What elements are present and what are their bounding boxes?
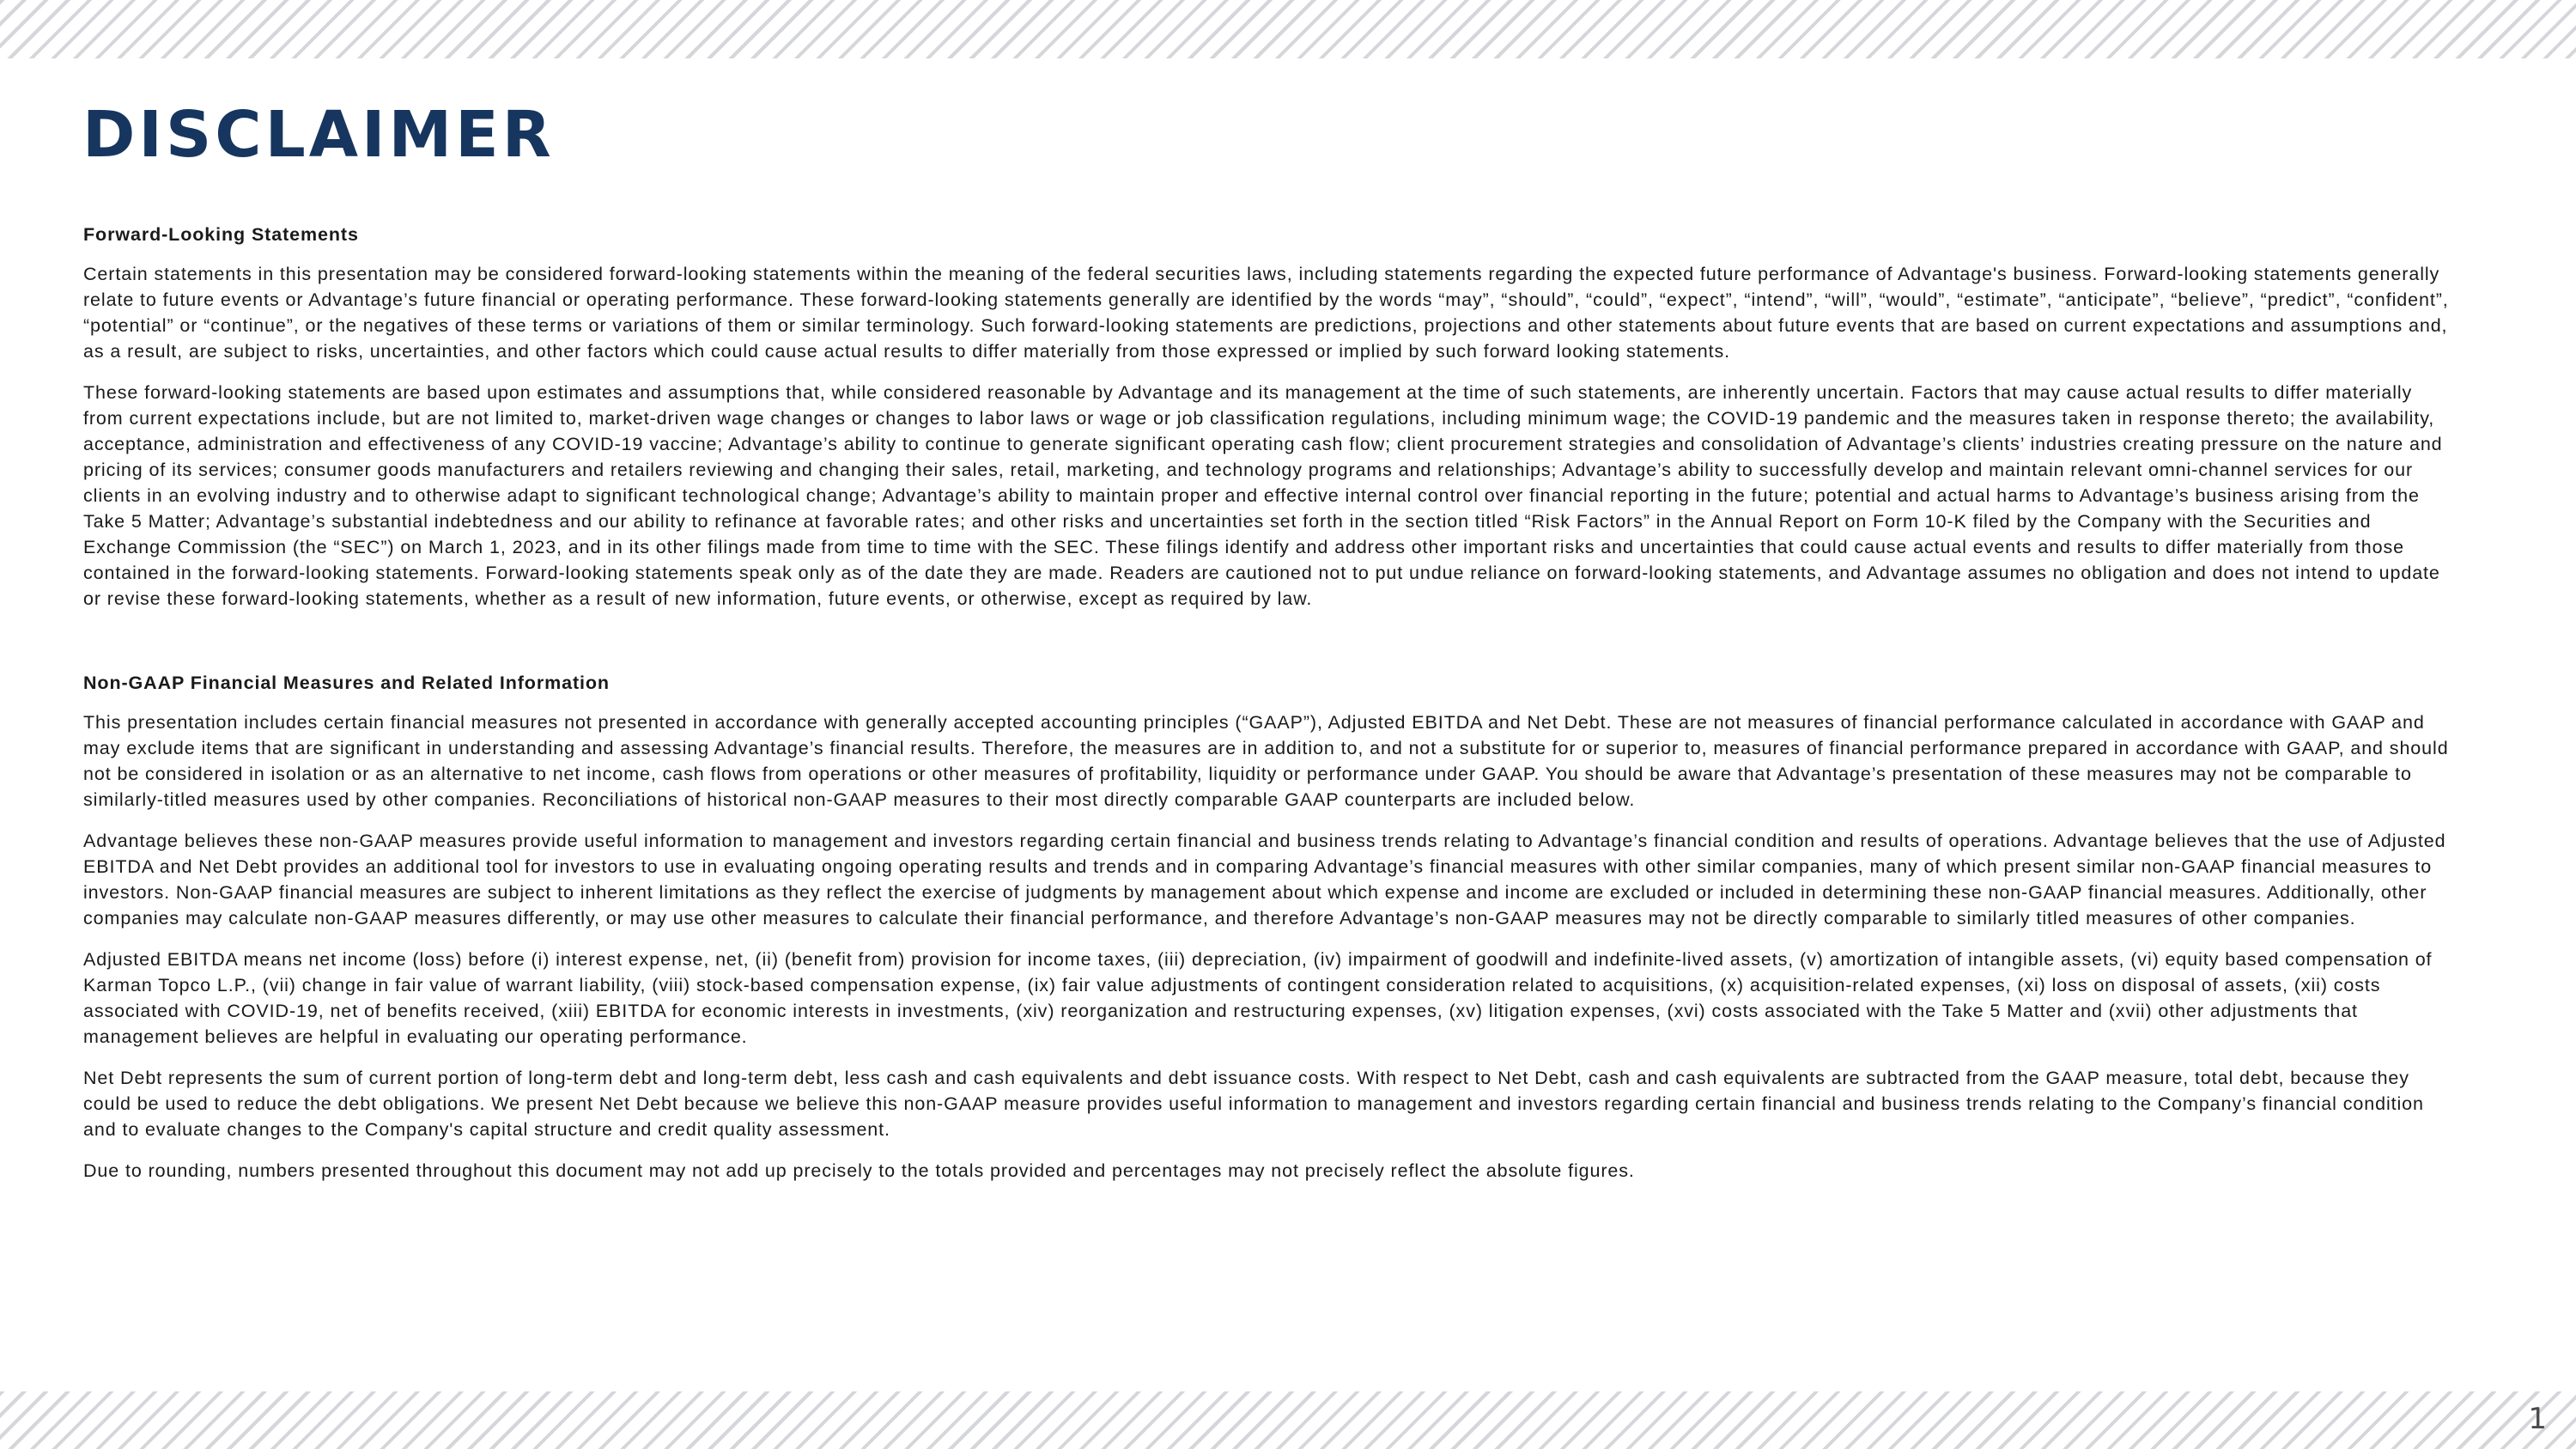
section-spacer [83,627,2453,670]
page-title: DISCLAIMER [82,98,555,172]
paragraph: Advantage believes these non-GAAP measures provide useful information to management and investors regarding certain financial and business trends relating to Advantage’s financial condition and results of operations. Advantage believes that the use of Adjusted EBITDA and Net Debt provides an additional tool for investors to use in evaluating ongoing operating results and trends and in comparing Advantage’s financial measures with other similar companies, many of which present similar non-GAAP financial measures to investors. Non-GAAP financial measures are subject to inherent limitations as they reflect the exercise of judgments by management about which expense and income are excluded or included in determining these non-GAAP financial measures. Additionally, other companies may calculate non-GAAP measures differently, or may use other measures to calculate their financial performance, and therefore Advantage’s non-GAAP measures may not be directly comparable to similarly titled measures of other companies. [83,831,2446,928]
paragraph: Adjusted EBITDA means net income (loss) before (i) interest expense, net, (ii) (benefit from) provision for income taxes, (iii) depreciation, (iv) impairment of goodwill and indefinite-lived assets, (v) amortization of intangible assets, (vi) equity based compensation of Karman Topco L.P., (vii) change in fair value of warrant liability, (viii) stock-based compensation expense, (ix) fair value adjustments of contingent consideration related to acquisitions, (x) acquisition-related expenses, (xi) loss on disposal of assets, (xii) costs associated with COVID-19, net of benefits received, (xiii) EBITDA for economic interests in investments, (xiv) reorganization and restructuring expenses, (xv) litigation expenses, (xvi) costs associated with the Take 5 Matter and (xvii) other adjustments that management believes are helpful in evaluating our operating performance. [83,949,2433,1047]
disclaimer-body [83,222,2453,1199]
paragraph: This presentation includes certain financial measures not presented in accordance with generally accepted accounting principles (“GAAP”), Adjusted EBITDA and Net Debt. These are not measures of financial performance calculated in accordance with GAAP and may exclude items that are significant in understanding and assessing Advantage’s financial results. Therefore, the measures are in addition to, and not a substitute for or superior to, measures of financial performance prepared in accordance with GAAP, and should not be considered in isolation or as an alternative to net income, cash flows from operations or other measures of profitability, liquidity or performance under GAAP. You should be aware that Advantage’s presentation of these measures may not be comparable to similarly-titled measures used by other companies. Reconciliations of historical non-GAAP measures to their most directly comparable GAAP counterparts are included below. [83,712,2449,810]
page-number: 1 [2528,1402,2547,1436]
section-heading-non-gaap: Non-GAAP Financial Measures and Related Information [83,673,610,693]
paragraph: These forward-looking statements are based upon estimates and assumptions that, while considered reasonable by Advantage and its management at the time of such statements, are inherently uncertain. Factors that may cause actual results to differ materially from current expectations include, but are not limited to, market-driven wage changes or changes to labor laws or wage or job classification regulations, including minimum wage; the COVID-19 pandemic and the measures taken in response thereto; the availability, acceptance, administration and effectiveness of any COVID-19 vaccine; Advantage’s ability to continue to generate significant operating cash flow; client procurement strategies and consolidation of Advantage’s clients’ industries creating pressure on the nature and pricing of its services; consumer goods manufacturers and retailers reviewing and changing their sales, retail, marketing, and technology programs and relationships; Advantage’s ability to successfully develop and maintain relevant omni-channel services for our clients in an evolving industry and to otherwise adapt to significant technological change; Advantage’s ability to maintain proper and effective internal control over financial reporting in the future; potential and actual harms to Advantage’s business arising from the Take 5 Matter; Advantage’s substantial indebtedness and our ability to refinance at favorable rates; and other risks and uncertainties set forth in the section titled “Risk Factors” in the Annual Report on Form 10-K filed by the Company with the Securities and Exchange Commission (the “SEC”) on March 1, 2023, and in its other filings made from time to time with the SEC. These filings identify and address other important risks and uncertainties that could cause actual events and results to differ materially from those contained in the forward-looking statements. Forward-looking statements speak only as of the date they are made. Readers are cautioned not to put undue reliance on forward-looking statements, and Advantage assumes no obligation and does not intend to update or revise these forward-looking statements, whether as a result of new information, future events, or otherwise, except as required by law. [83,382,2443,609]
paragraph: Certain statements in this presentation may be considered forward-looking statements within the meaning of the federal securities laws, including statements regarding the expected future performance of Advantage's business. Forward-looking statements generally relate to future events or Advantage’s future financial or operating performance. These forward-looking statements generally are identified by the words “may”, “should”, “could”, “expect”, “intend”, “will”, “would”, “estimate”, “anticipate”, “believe”, “predict”, “confident”, “potential” or “continue”, or the negatives of these terms or variations of them or similar terminology. Such forward-looking statements are predictions, projections and other statements about future events that are based on current expectations and assumptions and, as a result, are subject to risks, uncertainties, and other factors which could cause actual results to differ materially from those expressed or implied by such forward looking statements. [83,264,2449,362]
bottom-stripe-band [0,1391,2576,1449]
paragraph: Due to rounding, numbers presented throughout this document may not add up precisely to the totals provided and percentages may not precisely reflect the absolute figures. [83,1160,1635,1181]
non-gaap-section [83,670,2453,1184]
forward-looking-section [83,222,2453,612]
top-stripe-band [0,0,2576,58]
section-heading-forward-looking: Forward-Looking Statements [83,224,359,245]
paragraph: Net Debt represents the sum of current portion of long-term debt and long-term debt, less cash and cash equivalents and debt issuance costs. With respect to Net Debt, cash and cash equivalents are subtracted from the GAAP measure, total debt, because they could be used to reduce the debt obligations. We present Net Debt because we believe this non-GAAP measure provides useful information to management and investors regarding certain financial and business trends relating to the Company’s financial condition and to evaluate changes to the Company's capital structure and credit quality assessment. [83,1068,2424,1140]
